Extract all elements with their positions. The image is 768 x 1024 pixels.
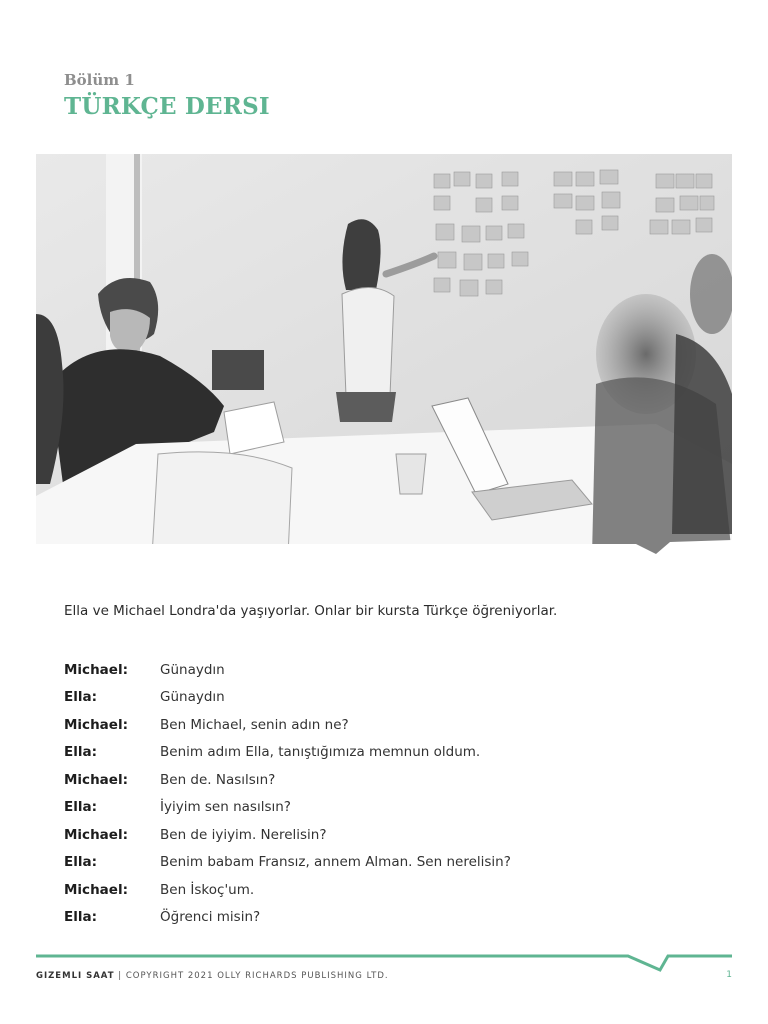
speaker-name: Ella: [64, 909, 97, 926]
dialogue-line [64, 821, 704, 849]
speaker-name: Michael: [64, 716, 128, 733]
dialogue-line [64, 904, 704, 932]
footer-copyright [36, 971, 389, 981]
speaker-name: Michael: [64, 661, 128, 678]
footer-copyright-text: COPYRIGHT 2021 OLLY RICHARDS PUBLISHING LTD. [125, 971, 389, 981]
dialogue-line [64, 876, 704, 904]
chapter-label: Bölüm 1 [64, 71, 135, 89]
dialogue-text: Öğrenci misin? [160, 909, 261, 926]
page-number: 1 [726, 970, 732, 980]
speaker-name: Ella: [64, 744, 97, 761]
dialogue [64, 656, 704, 931]
chapter-title: TÜRKÇE DERSI [64, 93, 270, 120]
speaker-name: Ella: [64, 799, 97, 816]
footer-separator: | [114, 971, 126, 981]
speaker-name: Michael: [64, 771, 128, 788]
intro-paragraph: Ella ve Michael Londra'da yaşıyorlar. Onlar bir kursta Türkçe öğreniyorlar. [64, 603, 558, 619]
dialogue-text: İyiyim sen nasılsın? [160, 799, 291, 816]
speaker-name: Ella: [64, 689, 97, 706]
dialogue-text: Ben de. Nasılsın? [160, 771, 276, 788]
dialogue-line [64, 794, 704, 822]
dialogue-text: Günaydın [160, 689, 225, 706]
dialogue-line [64, 711, 704, 739]
speaker-name: Ella: [64, 854, 97, 871]
dialogue-line [64, 656, 704, 684]
dialogue-text: Benim adım Ella, tanıştığımıza memnun oldum. [160, 744, 481, 761]
speaker-name: Michael: [64, 881, 128, 898]
dialogue-text: Benim babam Fransız, annem Alman. Sen nerelisin? [160, 854, 511, 871]
dialogue-text: Ben de iyiyim. Nerelisin? [160, 826, 327, 843]
dialogue-line [64, 766, 704, 794]
dialogue-text: Günaydın [160, 661, 225, 678]
dialogue-line [64, 739, 704, 767]
speaker-name: Michael: [64, 826, 128, 843]
dialogue-text: Ben Michael, senin adın ne? [160, 716, 349, 733]
footer-brand: GIZEMLI SAAT [36, 971, 115, 981]
dialogue-line [64, 849, 704, 877]
dialogue-text: Ben İskoç'um. [160, 881, 255, 898]
dialogue-line [64, 684, 704, 712]
classroom-sketch-image [36, 154, 732, 556]
